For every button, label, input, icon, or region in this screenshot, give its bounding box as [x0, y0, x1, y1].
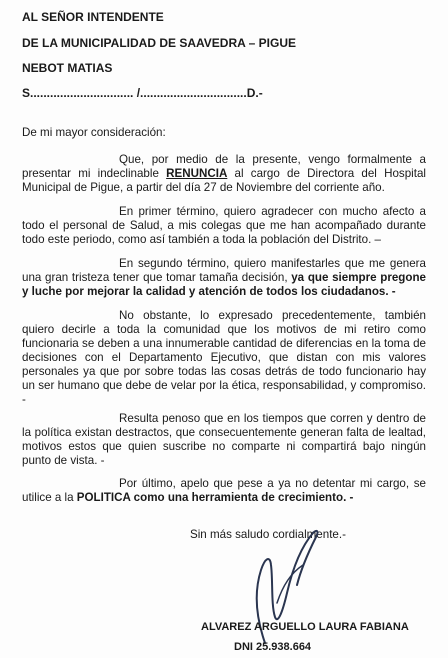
p4-text: No obstante, lo expresado precedentemente, también quiero decirle a toda la comunidad que los motivos de mi retiro como funcionaria se deben a una innumerable cantidad de diferencias en la toma de decisiones con el Departamento Ejecutivo, que distan con mis valores personales ya que por sobre todas las cosas detrás de todo funcionario hay un ser humano que debe de velar por la ética, responsabilidad, y compromiso. -: [22, 309, 426, 406]
paragraph-resignation: [22, 153, 426, 195]
p6-text-a: Por último, apelo que pese a ya no detentar mi cargo, se utilice a la: [22, 477, 426, 504]
signer-name: ALVAREZ ARGUELLO LAURA FABIANA: [201, 621, 409, 633]
recipient-line-3: NEBOT MATIAS: [22, 61, 113, 75]
paragraph-thanks: [22, 205, 426, 247]
salutation-sd-line: S............................... /................................D.-: [22, 86, 263, 100]
recipient-line-2: DE LA MUNICIPALIDAD DE SAAVEDRA – PIGUE: [22, 36, 297, 50]
p2-text: En primer término, quiero agradecer con mucho afecto a todo el personal de Salud, a mis colegas que me han acompañado durante todo este periodo, como así también a toda la población del Distrito. –: [22, 205, 426, 246]
p1-text-a: Que, por medio de la presente, vengo formalmente a presentar mi indeclinable: [22, 153, 426, 180]
closing: Sin más saludo cordialmente.-: [190, 528, 346, 541]
p5-text: Resulta penoso que en los tiempos que corren y dentro de la política existan destractos, que consecuentemente generan falta de lealtad, motivos estos que quien suscribe no comparte ni compartirá bajo ningún punto de vista. -: [22, 412, 426, 467]
recipient-line-1: AL SEÑOR INTENDENTE: [22, 10, 164, 24]
p6-text-bold: POLITICA como una herramienta de crecimiento. -: [76, 491, 354, 504]
signer-dni: DNI 25.938.664: [234, 641, 312, 653]
paragraph-sadness: [22, 257, 426, 299]
paragraph-reasons: [22, 309, 426, 407]
paragraph-politics: [22, 412, 426, 468]
p3-text-a: En segundo término, quiero manifestarles que me genera una gran tristeza tener que tomar tamaña decisión,: [22, 257, 426, 284]
p1-renuncia: RENUNCIA: [166, 167, 228, 180]
greeting: De mi mayor consideración:: [22, 126, 166, 139]
paragraph-final: [22, 477, 426, 505]
p3-text-bold: ya que siempre pregone y luche por mejorar la calidad y atención de todos los ciudadanos. -: [22, 271, 426, 298]
p1-text-b: al cargo de Directora del Hospital Municipal de Pigue, a partir del día 27 de Noviembre del corriente año.: [22, 167, 426, 194]
